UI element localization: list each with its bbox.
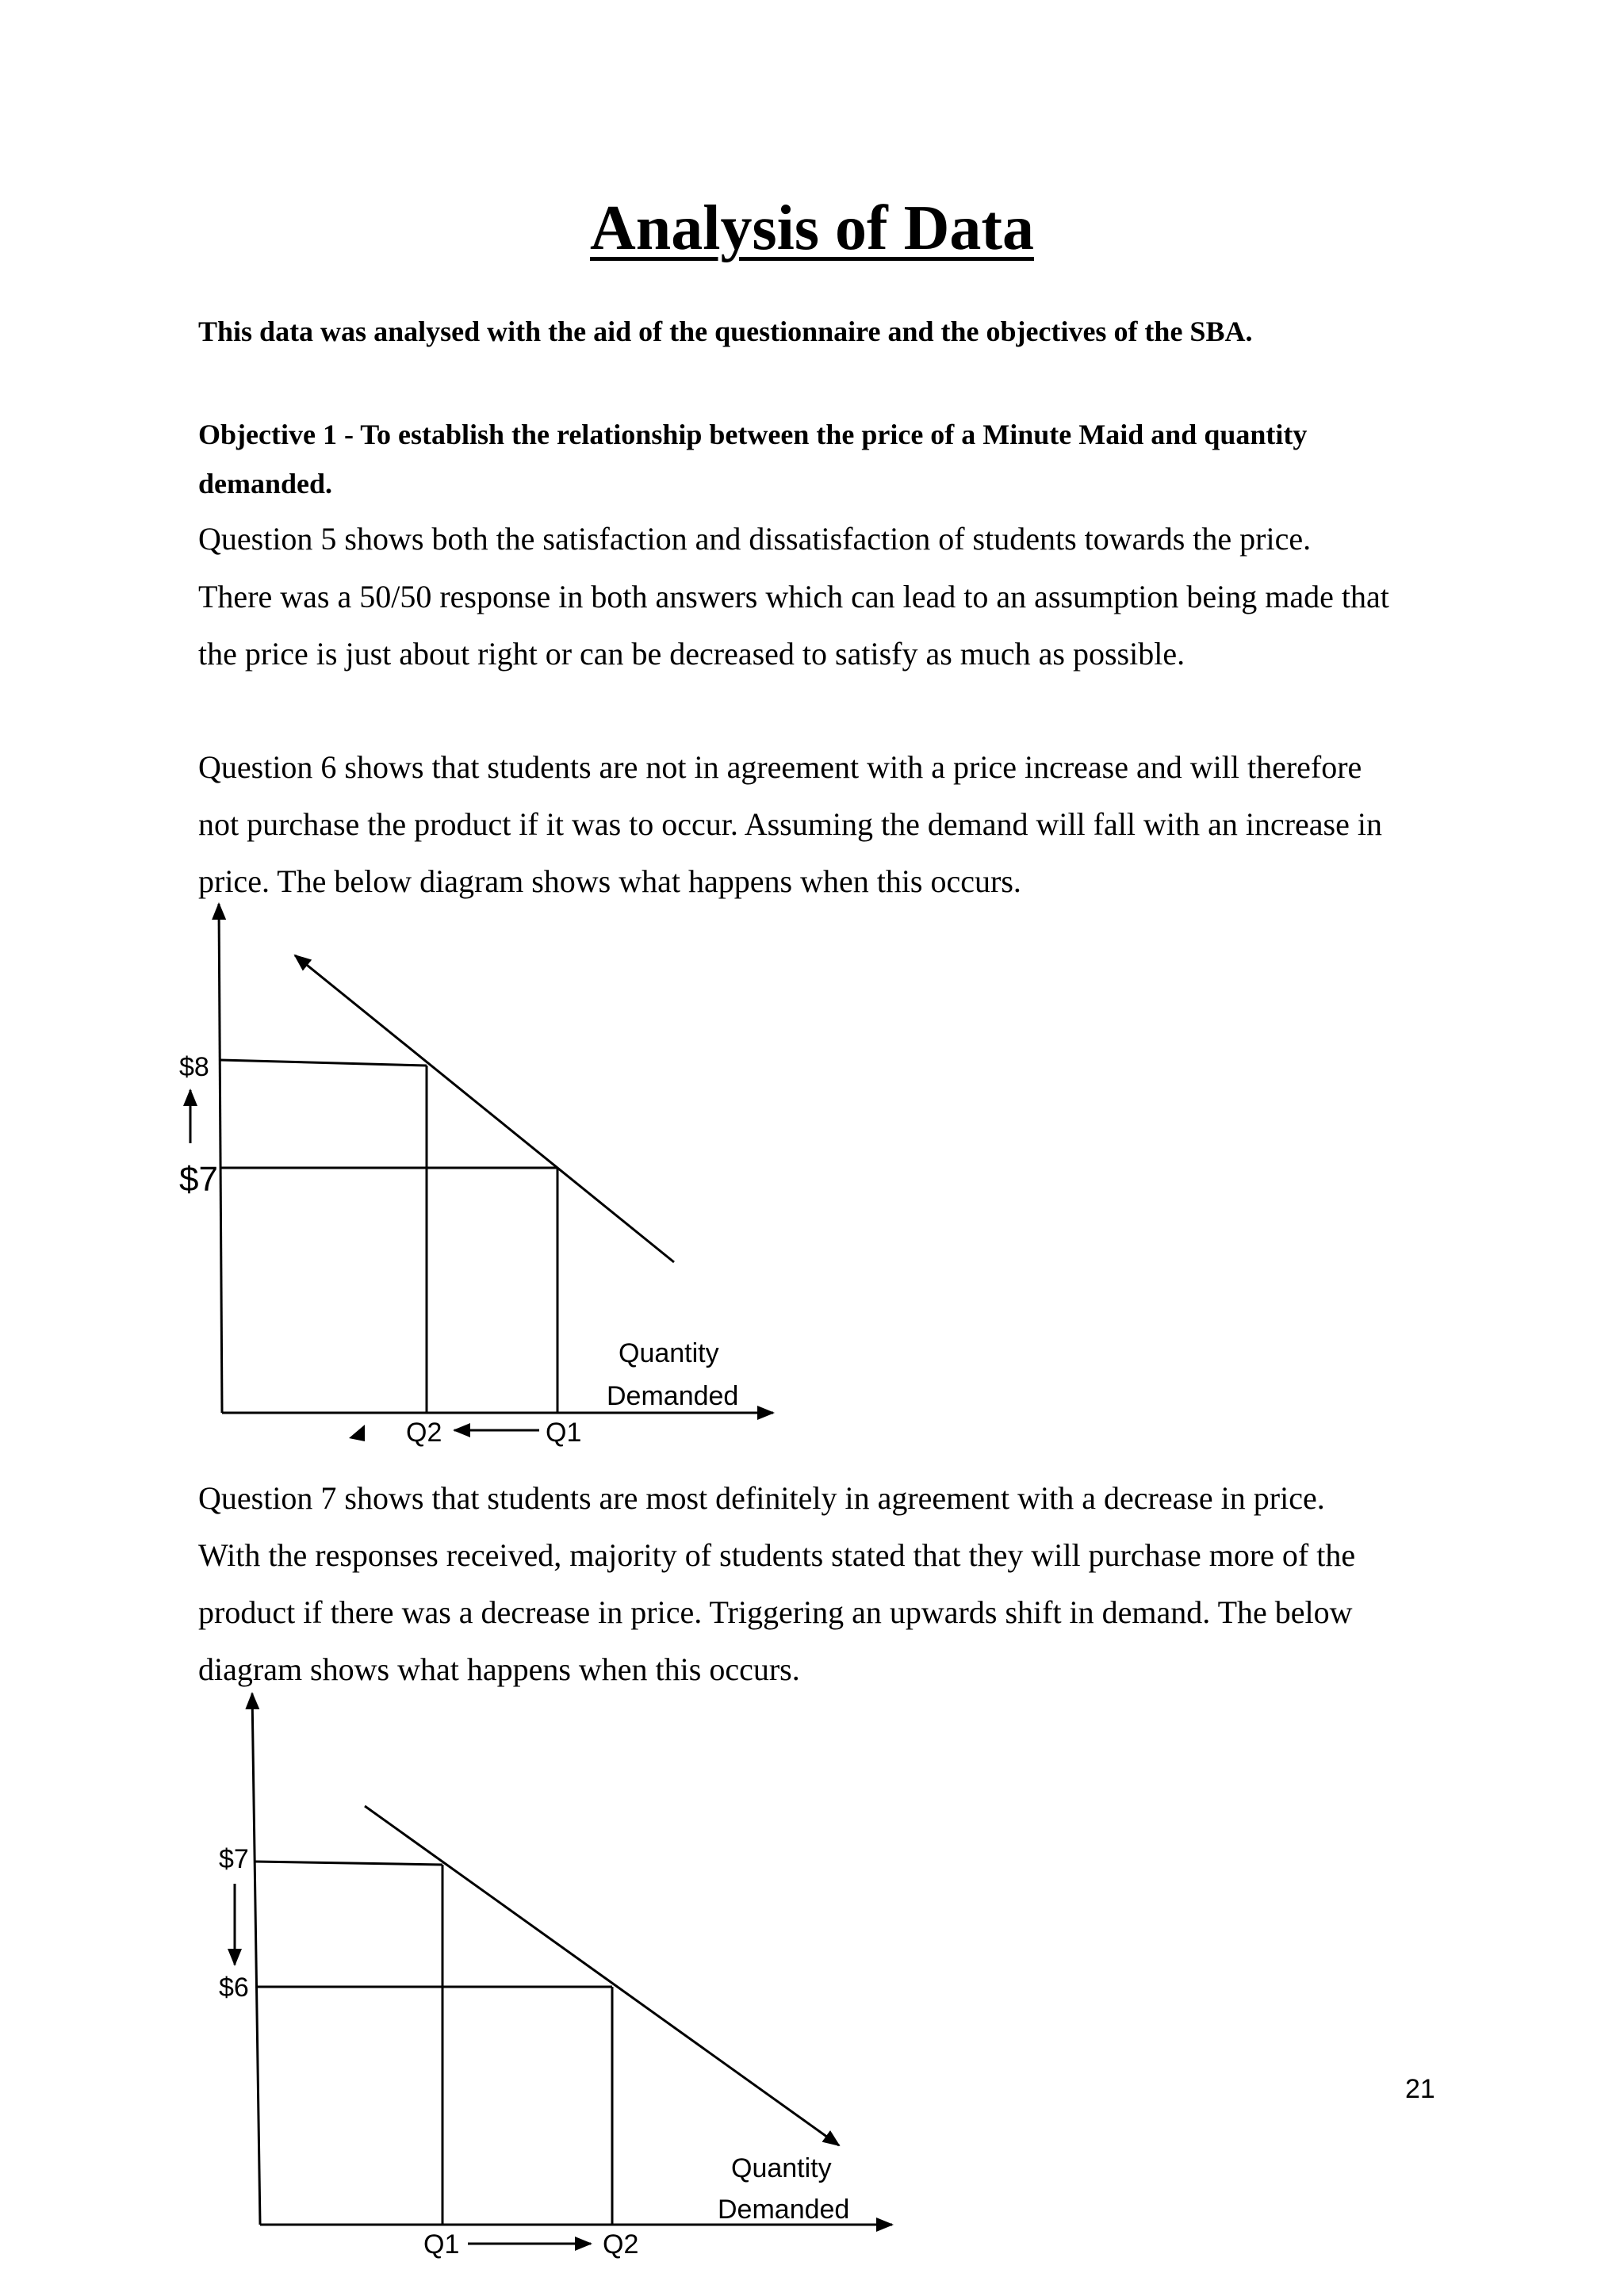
x-axis-label-line-2: Demanded [718, 2195, 850, 2225]
q6-line-1: Question 6 shows that students are not in agreement with a price increase and will therefore [198, 749, 1362, 785]
demand-curve [365, 1806, 839, 2145]
q5-line-3: the price is just about right or can be decreased to satisfy as much as possible. [198, 636, 1185, 672]
intro-text: This data was analysed with the aid of the questionnaire and the objectives of the SBA. [198, 316, 1253, 347]
quantity-label-left: Q2 [406, 1418, 442, 1448]
x-axis-label-line-2: Demanded [607, 1381, 739, 1411]
quantity-label-right: Q2 [603, 2229, 639, 2260]
x-axis-label-line-1: Quantity [619, 1338, 719, 1368]
q7-line-1: Question 7 shows that students are most definitely in agreement with a decrease in price. [198, 1480, 1325, 1516]
x-axis-label-line-1: Quantity [731, 2153, 832, 2183]
page-number: 21 [1405, 2074, 1435, 2104]
objective-line-2: demanded. [198, 468, 333, 499]
price-label-low: $7 [179, 1160, 218, 1199]
page-title: Analysis of Data [589, 193, 1035, 263]
q7-line-4: diagram shows what happens when this occurs. [198, 1651, 800, 1687]
q6-line-2: not purchase the product if it was to occur. Assuming the demand will fall with an increase in [198, 806, 1382, 842]
price-label-high: $7 [219, 1844, 249, 1874]
q5-line-2: There was a 50/50 response in both answers which can lead to an assumption being made that [198, 579, 1389, 614]
quantity-label-right: Q1 [546, 1418, 582, 1448]
quantity-label-left: Q1 [423, 2229, 460, 2260]
q6-line-3: price. The below diagram shows what happens when this occurs. [198, 863, 1021, 899]
q7-line-3: product if there was a decrease in price. Triggering an upwards shift in demand. The below [198, 1594, 1353, 1630]
price-label-low: $6 [219, 1973, 249, 2003]
q7-line-2: With the responses received, majority of students stated that they will purchase more of the [198, 1537, 1356, 1573]
objective-line-1: Objective 1 - To establish the relationship between the price of a Minute Maid and quantity [198, 419, 1308, 450]
q5-line-1: Question 5 shows both the satisfaction and dissatisfaction of students towards the price. [198, 521, 1312, 557]
price-line-high [255, 1862, 442, 1865]
y-axis [252, 1693, 260, 2225]
price-label-high: $8 [179, 1052, 209, 1082]
